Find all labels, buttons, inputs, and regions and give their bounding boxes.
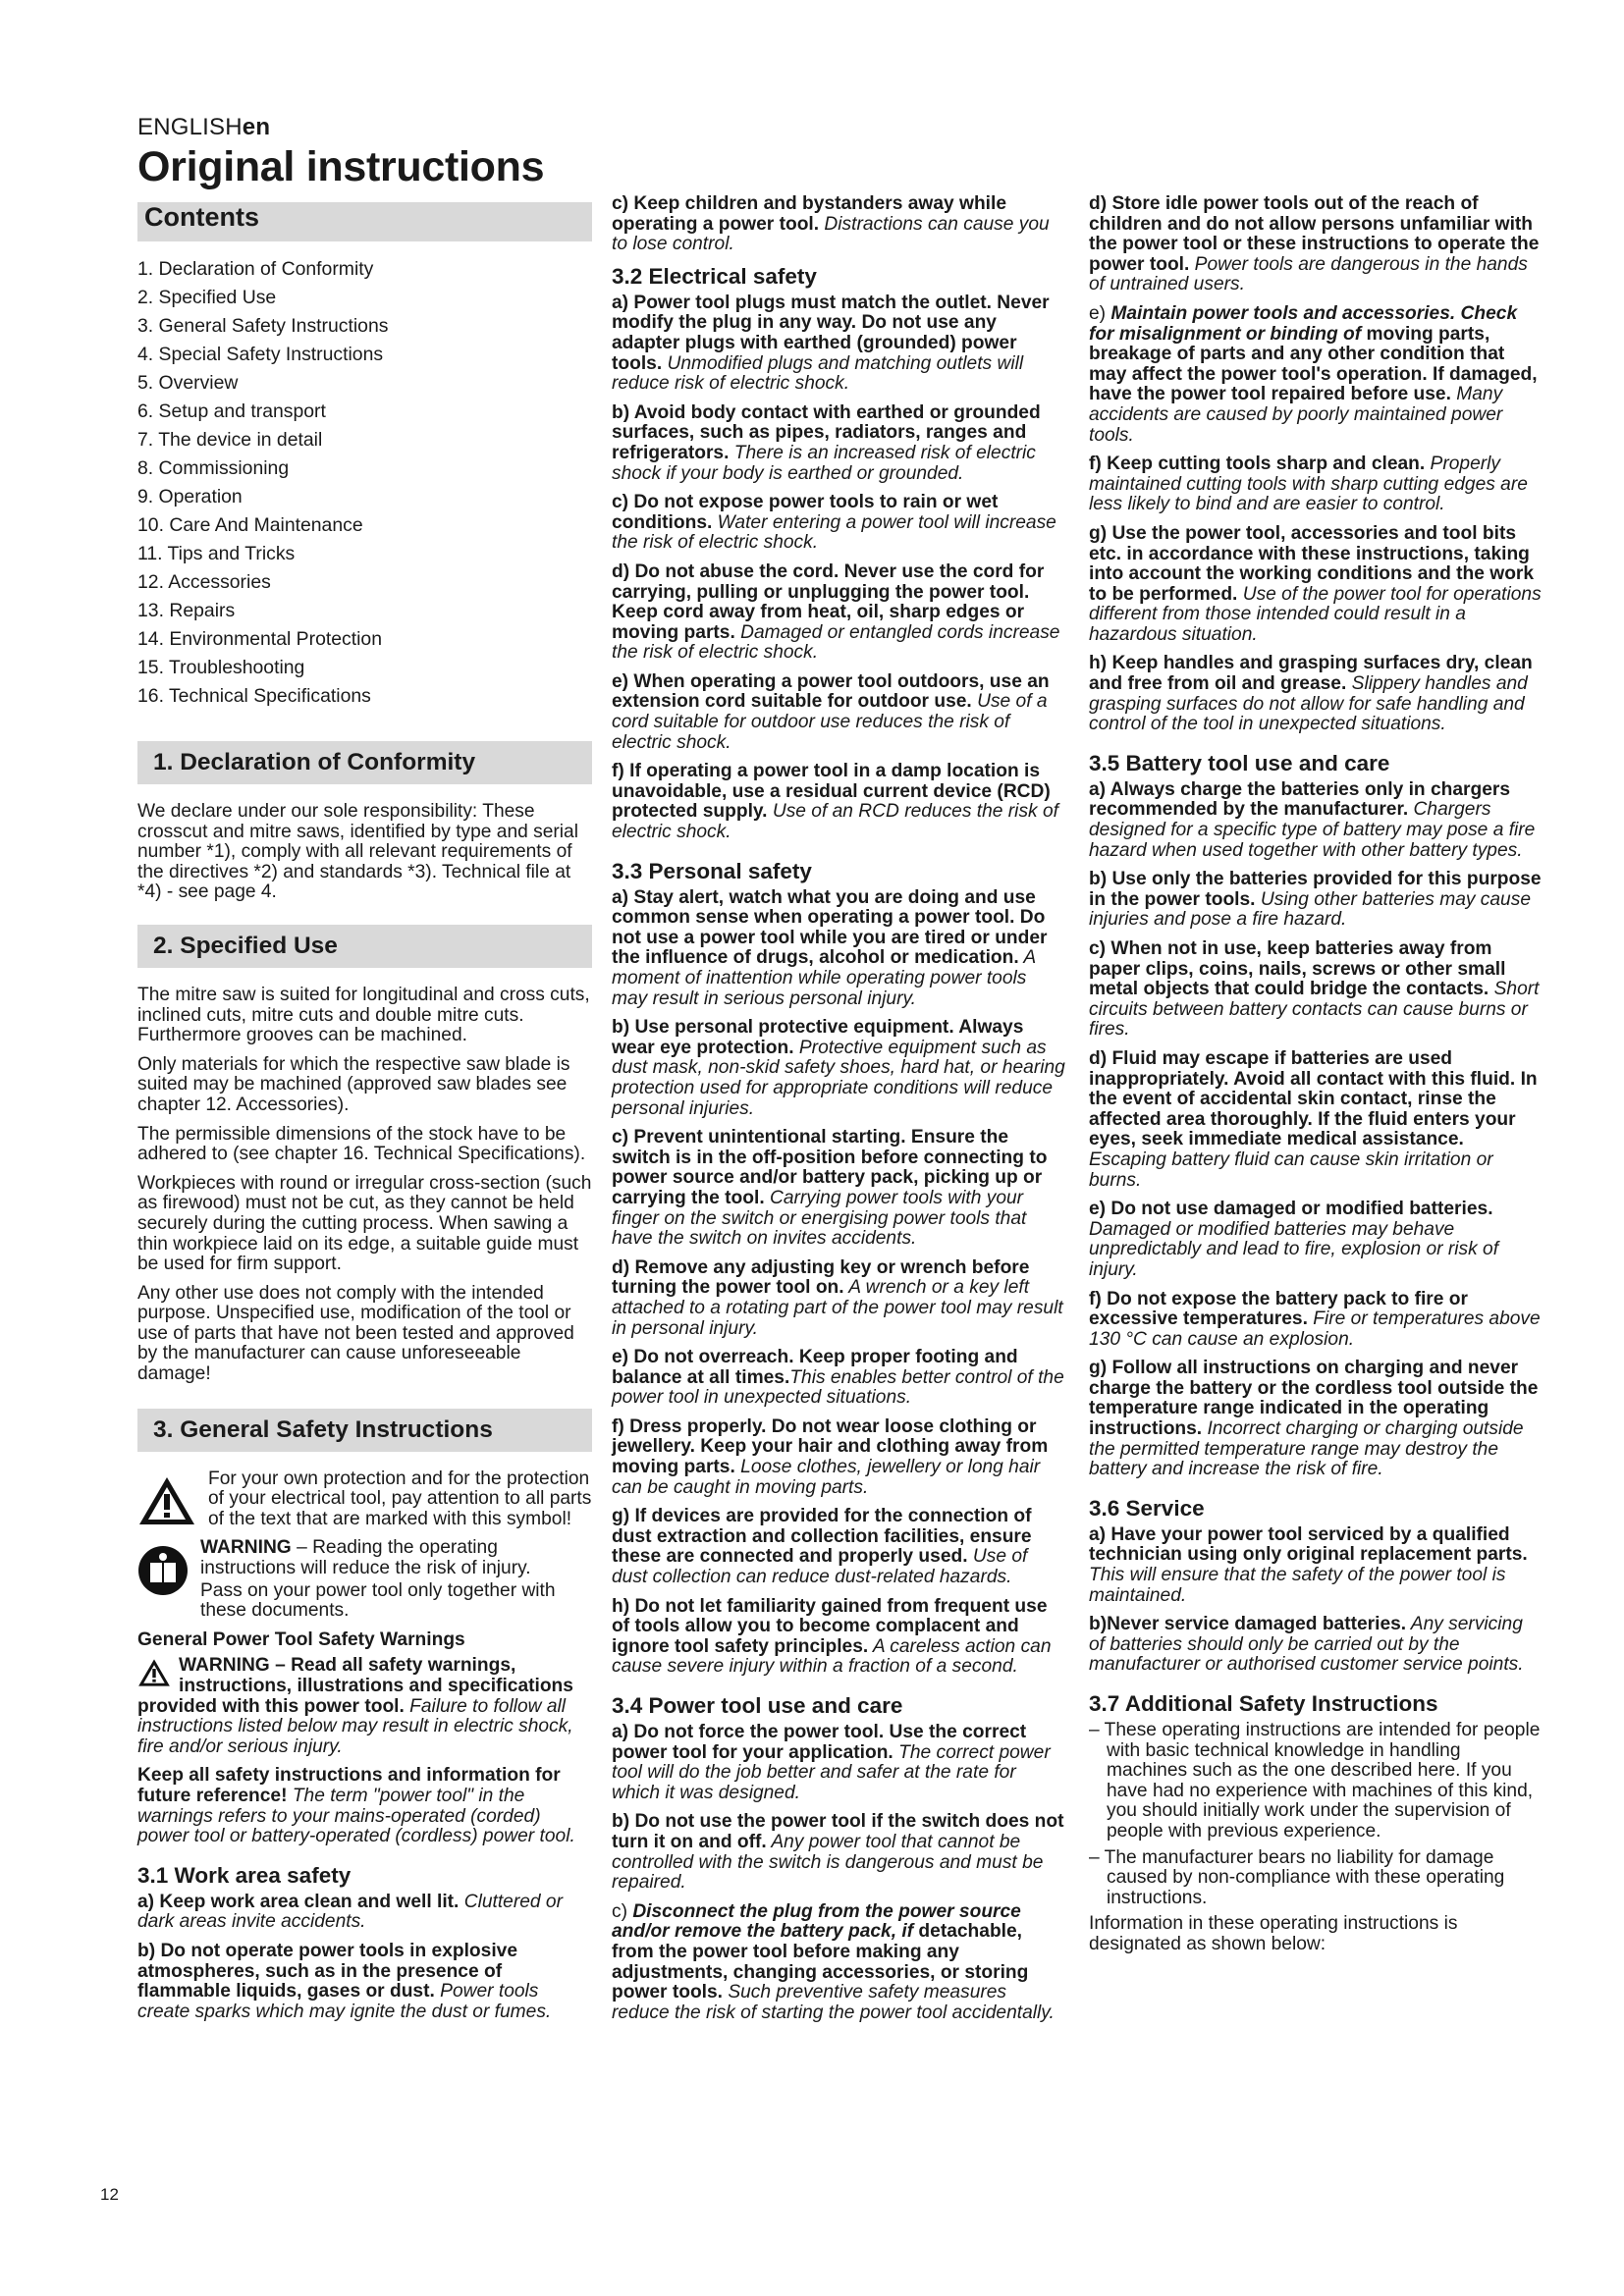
item-bold: b) Use personal protective equipment. Always wear eye protection.: [612, 1017, 1024, 1058]
item-italic: Cluttered or dark areas invite accidents.: [137, 1891, 563, 1933]
toc-item[interactable]: 15. Troubleshooting: [137, 657, 305, 678]
section-heading-general-safety: 3. General Safety Instructions: [137, 1409, 592, 1452]
item-prefix: e): [1089, 302, 1111, 324]
item-bold: c) Prevent unintentional starting. Ensure the switch is in the off-position before connecting to power source and/or battery pack, picking up or carrying the tool.: [612, 1127, 1048, 1208]
warning-text: – Reading the operating instructions will reduce the risk of injury.: [200, 1537, 531, 1579]
item-bold: a) Do not force the power tool. Use the correct power tool for your application.: [612, 1722, 1027, 1763]
info-text: Information in these operating instructions is designated as shown below:: [1089, 1913, 1458, 1954]
subheading-work-area: 3.1 Work area safety: [137, 1862, 352, 1888]
toc-item[interactable]: 7. The device in detail: [137, 429, 323, 451]
item-italic: There is an increased risk of electric shock if your body is earthed or grounded.: [612, 442, 1036, 484]
subheading-electrical: 3.2 Electrical safety: [612, 263, 817, 289]
item-bold: d) Do not abuse the cord. Never use the cord for carrying, pulling or unplugging the power tool. Keep cord away from heat, oil, sharp edges or moving parts.: [612, 561, 1045, 643]
subheading-personal: 3.3 Personal safety: [612, 858, 812, 883]
item-italic: Escaping battery fluid can cause skin irritation or burns.: [1089, 1148, 1493, 1191]
item-italic: Many accidents are caused by poorly maintained power tools.: [1089, 384, 1503, 446]
specified-use-p5: Any other use does not comply with the intended purpose. Unspecified use, modification of the tool or use of parts that have not been tested and approved by the manufacturer can cause unforeseeable damage!: [137, 1282, 574, 1385]
item-bold: d) Fluid may escape if batteries are used inappropriately. Avoid all contact with this fluid. In the event of accidental skin contact, rinse the affected area thoroughly. If the fluid enters your eyes, seek immediate medical assistance.: [1089, 1047, 1538, 1150]
item-bold: f) If operating a power tool in a damp location is unavoidable, use a residual current device (RCD) protected supply.: [612, 761, 1051, 823]
item-italic: Any power tool that cannot be controlled with the switch is dangerous and must be repaired.: [612, 1831, 1044, 1894]
item-italic: Power tools create sparks which may ignite the dust or fumes.: [137, 1981, 552, 2022]
item-bold: b)Never service damaged batteries.: [1089, 1614, 1407, 1635]
item-bold: a) Always charge the batteries only in chargers recommended by the manufacturer.: [1089, 778, 1511, 821]
column-1: [137, 202, 592, 2031]
document-title: Original instructions: [137, 143, 545, 190]
read-all-italic: Failure to follow all instructions listed below may result in electric shock, fire and/or serious injury.: [137, 1695, 573, 1757]
section-heading-specified-use: 2. Specified Use: [137, 925, 592, 968]
specified-use-p1: The mitre saw is suited for longitudinal and cross cuts, inclined cuts, mitre cuts and double mitre cuts. Furthermore grooves can be machined.: [137, 984, 590, 1046]
item-italic: Damaged or modified batteries may behave unpredictably and lead to fire, explosion or risk of injury.: [1089, 1218, 1499, 1280]
general-warnings-heading: General Power Tool Safety Warnings: [137, 1629, 465, 1650]
item-italic: This enables better control of the power tool in unexpected situations.: [612, 1366, 1064, 1409]
item-bold-italic: Disconnect the plug from the power source and/or remove the battery pack, if: [612, 1900, 1021, 1943]
item-italic: Loose clothes, jewellery or long hair can be caught in moving parts.: [612, 1457, 1041, 1498]
toc-item[interactable]: 5. Overview: [137, 372, 239, 394]
read-all-bold: WARNING – Read all safety warnings, instructions, illustrations and specifications provided with this power tool.: [137, 1655, 573, 1717]
dash-item: – These operating instructions are intended for people with basic technical knowledge in handling machines such as the one described here. If you have had no experience with machines of this kind, you should initially work under the supervision of people with previous experience.: [1089, 1720, 1541, 1842]
warning-triangle-small-icon: [137, 1658, 171, 1693]
toc-item[interactable]: 14. Environmental Protection: [137, 628, 382, 650]
pass-on-text: Pass on your power tool only together with these documents.: [200, 1579, 556, 1622]
read-manual-note: [137, 1538, 592, 1621]
read-all-warnings: [137, 1656, 592, 1757]
toc-item[interactable]: 10. Care And Maintenance: [137, 514, 363, 536]
item-italic: Use of the power tool for operations different from those intended could result in a hazardous situation.: [1089, 583, 1542, 645]
item-italic: A careless action can cause severe injury within a fraction of a second.: [612, 1635, 1052, 1678]
subheading-additional: 3.7 Additional Safety Instructions: [1089, 1691, 1438, 1716]
item-bold: d) Store idle power tools out of the reach of children and do not allow persons unfamiliar with the power tool or these instructions to operate the power tool.: [1089, 193, 1540, 275]
item-italic: Any servicing of batteries should only be carried out by the manufacturer or authorised customer service points.: [1089, 1614, 1524, 1676]
item-italic: Power tools are dangerous in the hands of untrained users.: [1089, 253, 1528, 295]
item-bold: a) Stay alert, watch what you are doing and use common sense when operating a power tool. Do not use a power tool while you are tired or under the influence of drugs, alcohol or medication.: [612, 886, 1048, 969]
item-italic: Water entering a power tool will increase the risk of electric shock.: [612, 511, 1056, 554]
table-of-contents: [137, 255, 592, 711]
subheading-service: 3.6 Service: [1089, 1495, 1205, 1521]
language-label: ENGLISHen: [137, 114, 271, 140]
toc-item[interactable]: 1. Declaration of Conformity: [137, 258, 374, 280]
specified-use-p2: Only materials for which the respective saw blade is suited may be machined (approved saw blades see chapter 12. Accessories).: [137, 1053, 570, 1115]
read-manual-icon: [137, 1544, 189, 1603]
item-bold: f) Do not expose the battery pack to fire or excessive temperatures.: [1089, 1288, 1468, 1330]
item-italic: A moment of inattention while operating power tools may result in serious personal injury.: [612, 947, 1036, 1009]
item-italic: Short circuits between battery contacts can cause burns or fires.: [1089, 979, 1540, 1041]
item-prefix: c): [612, 1900, 633, 1922]
declaration-text: We declare under our sole responsibility: These crosscut and mitre saws, identified by type and serial number *1), comply with all relevant requirements of the directives *2) and standards *3). Technical file at *4) - see page 4.: [137, 801, 578, 903]
item-italic: Use of an RCD reduces the risk of electric shock.: [612, 801, 1058, 843]
item-bold: f) Keep cutting tools sharp and clean.: [1089, 454, 1426, 475]
item-bold: d) Remove any adjusting key or wrench before turning the power tool on.: [612, 1256, 1030, 1299]
item-italic: Carrying power tools with your finger on the switch or energising power tools that have the switch on invites accidents.: [612, 1187, 1027, 1250]
item-italic: Properly maintained cutting tools with sharp cutting edges are less likely to bind and are easier to control.: [1089, 454, 1528, 515]
item-italic: Using other batteries may cause injuries and pose a fire hazard.: [1089, 888, 1531, 931]
item-italic: Protective equipment such as dust mask, non-skid safety shoes, hard hat, or hearing protection used for appropriate conditions will reduce personal injuries.: [612, 1037, 1065, 1119]
item-italic: Chargers designed for a specific type of battery may pose a fire hazard when used together with other battery types.: [1089, 799, 1536, 861]
item-bold: moving parts, breakage of parts and any other condition that may affect the power tool's operation. If damaged, have the power tool repaired before use.: [1089, 323, 1538, 405]
item-bold: b) Avoid body contact with earthed or grounded surfaces, such as pipes, radiators, ranges and refrigerators.: [612, 401, 1041, 463]
keep-bold: Keep all safety instructions and information for future reference!: [137, 1765, 561, 1806]
symbol-note: [137, 1469, 592, 1530]
warning-triangle-icon: [137, 1475, 196, 1532]
contents-heading: Contents: [137, 202, 592, 241]
item-bold: h) Do not let familiarity gained from frequent use of tools allow you to become complacent and ignore tool safety principles.: [612, 1595, 1048, 1657]
item-italic: Unmodified plugs and matching outlets will reduce risk of electric shock.: [612, 352, 1024, 395]
keep-italic: The term "power tool" in the warnings refers to your mains-operated (corded) power tool or battery-operated (cordless) power tool.: [137, 1785, 575, 1847]
toc-item[interactable]: 16. Technical Specifications: [137, 685, 371, 707]
item-bold: g) If devices are provided for the connection of dust extraction and collection facilities, ensure these are connected and properly used.: [612, 1506, 1032, 1568]
column-2: [612, 194, 1066, 2032]
toc-item[interactable]: 4. Special Safety Instructions: [137, 344, 384, 365]
item-bold: detachable, from the power tool before making any adjustments, changing accessories, or storing power tools.: [612, 1921, 1029, 2003]
specified-use-p3: The permissible dimensions of the stock have to be adhered to (see chapter 16. Technical Specifications).: [137, 1123, 586, 1165]
item-bold: a) Power tool plugs must match the outlet. Never modify the plug in any way. Do not use any adapter plugs with earthed (grounded) power tools.: [612, 292, 1050, 374]
toc-item[interactable]: 8. Commissioning: [137, 457, 290, 479]
toc-item[interactable]: 6. Setup and transport: [137, 400, 326, 422]
item-bold: h) Keep handles and grasping surfaces dry, clean and free from oil and grease.: [1089, 653, 1533, 695]
item-italic: Use of a cord suitable for outdoor use reduces the risk of electric shock.: [612, 691, 1048, 753]
specified-use-p4: Workpieces with round or irregular cross-section (such as firewood) must not be cut, as they cannot be held securely during the cutting process. When sawing a thin workpiece laid on its edge, a suitable guide must be used for firm support.: [137, 1172, 592, 1275]
item-italic: Slippery handles and grasping surfaces do not allow for safe handling and control of the tool in unexpected situations.: [1089, 673, 1528, 735]
subheading-battery: 3.5 Battery tool use and care: [1089, 750, 1390, 775]
item-bold-italic: Maintain power tools and accessories. Check for misalignment or binding of: [1089, 302, 1518, 345]
page-number: 12: [100, 2185, 119, 2204]
item-bold: e) When operating a power tool outdoors, use an extension cord suitable for outdoor use.: [612, 670, 1050, 713]
item-italic: Fire or temperatures above 130 °C can cause an explosion.: [1089, 1308, 1541, 1350]
item-bold: b) Use only the batteries provided for this purpose in the power tools.: [1089, 869, 1542, 910]
toc-item[interactable]: 9. Operation: [137, 486, 243, 507]
item-bold: e) Do not use damaged or modified batteries.: [1089, 1199, 1493, 1220]
item-bold: b) Do not use the power tool if the switch does not turn it on and off.: [612, 1811, 1064, 1852]
dash-item: – The manufacturer bears no liability for damage caused by non-compliance with these operating instructions.: [1089, 1846, 1505, 1908]
item-bold: e) Do not overreach. Keep proper footing and balance at all times.: [612, 1347, 1018, 1388]
item-italic: Damaged or entangled cords increase the risk of electric shock.: [612, 621, 1060, 664]
item-italic: Use of dust collection can reduce dust-related hazards.: [612, 1546, 1028, 1588]
toc-item[interactable]: 12. Accessories: [137, 571, 271, 593]
item-italic: The correct power tool will do the job better and safer at the rate for which it was designed.: [612, 1741, 1051, 1803]
item-italic: Distractions can cause you to lose control.: [612, 213, 1050, 255]
subheading-tool-use: 3.4 Power tool use and care: [612, 1693, 903, 1718]
toc-item[interactable]: 3. General Safety Instructions: [137, 315, 389, 337]
toc-item[interactable]: 13. Repairs: [137, 600, 236, 621]
symbol-note-text: For your own protection and for the protection of your electrical tool, pay attention to all parts of the text that are marked with this symbol!: [208, 1468, 592, 1529]
item-italic: Incorrect charging or charging outside the permitted temperature range may destroy the battery and increase the risk of fire.: [1089, 1418, 1524, 1480]
item-italic: Such preventive safety measures reduce the risk of starting the power tool accidentally.: [612, 1982, 1055, 2023]
section-heading-declaration: 1. Declaration of Conformity: [137, 741, 592, 784]
toc-item[interactable]: 2. Specified Use: [137, 287, 277, 308]
column-3: [1089, 194, 1543, 1964]
item-bold: b) Do not operate power tools in explosive atmospheres, such as in the presence of flammable liquids, gases or dust.: [137, 1940, 517, 2002]
item-bold: f) Dress properly. Do not wear loose clothing or jewellery. Keep your hair and clothing away from moving parts.: [612, 1415, 1049, 1478]
item-italic: This will ensure that the safety of the power tool is maintained.: [1089, 1565, 1506, 1606]
item-bold: a) Keep work area clean and well lit.: [137, 1891, 460, 1912]
item-bold: g) Follow all instructions on charging and never charge the battery or the cordless tool outside the temperature range indicated in the operating instructions.: [1089, 1358, 1539, 1440]
item-italic: A wrench or a key left attached to a rotating part of the power tool may result in personal injury.: [612, 1277, 1063, 1339]
item-bold: c) When not in use, keep batteries away from paper clips, coins, nails, screws or other small metal objects that could bridge the contacts.: [1089, 938, 1506, 1000]
item-bold: g) Use the power tool, accessories and tool bits etc. in accordance with these instructions, taking into account the working conditions and the work to be performed.: [1089, 522, 1535, 605]
item-bold: c) Keep children and bystanders away while operating a power tool.: [612, 193, 1007, 235]
item-bold: c) Do not expose power tools to rain or wet conditions.: [612, 492, 999, 533]
item-bold: a) Have your power tool serviced by a qualified technician using only original replacement parts.: [1089, 1523, 1528, 1566]
warning-label: WARNING: [200, 1537, 292, 1559]
toc-item[interactable]: 11. Tips and Tricks: [137, 543, 296, 564]
